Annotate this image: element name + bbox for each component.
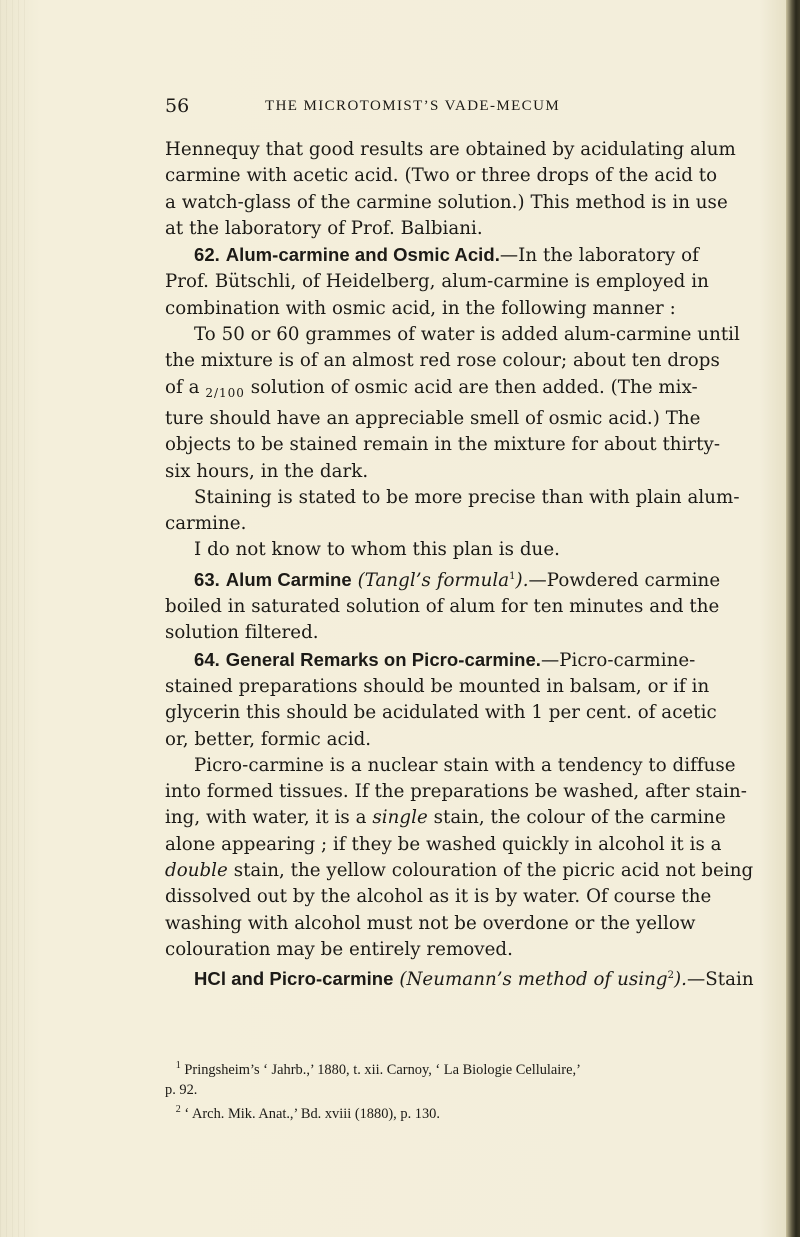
text-run: stain, the colour of the carmine: [433, 807, 726, 829]
text-line: washing with alcohol must not be overdone or the yellow: [165, 912, 696, 934]
text-line: ture should have an appreciable smell of osmic acid.) The: [165, 407, 701, 429]
paragraph-hennequy: [165, 137, 795, 242]
text-line: six hours, in the dark.: [165, 460, 369, 482]
section-number: 64.: [194, 648, 220, 670]
text-line: [165, 375, 795, 406]
section-heading: HCl and Picro-carmine: [194, 968, 394, 990]
running-title: THE MICROTOMIST’S VADE-MECUM: [265, 98, 561, 114]
text-line: carmine.: [165, 513, 247, 535]
text-line: dissolved out by the alcohol as it is by water. Of course the: [165, 886, 712, 908]
text-line: To 50 or 60 grammes of water is added alum-carmine until: [194, 324, 740, 346]
footnote-marker: 1: [509, 570, 516, 582]
text-line: a watch-glass of the carmine solution.) This method is in use: [165, 191, 728, 213]
text-line: Staining is stated to be more precise than with plain alum-: [194, 486, 740, 508]
text-line: [165, 242, 795, 269]
footnotes: [165, 1056, 795, 1124]
section-heading: Alum Carmine: [225, 568, 352, 590]
section-heading-italic: (Tangl’s formula: [357, 569, 510, 591]
text-run: —Powdered carmine: [528, 569, 721, 591]
section-63: [165, 564, 795, 647]
section-heading-italic: (Neumann’s method of using: [399, 969, 668, 991]
text-run: —Stain: [687, 969, 754, 991]
body-text: [165, 137, 795, 994]
text-run: solution of osmic acid are then added. (The mix-: [250, 376, 698, 398]
running-head: [165, 95, 795, 117]
fraction: 2/100: [205, 385, 245, 400]
footnote-number: 1: [175, 1060, 181, 1071]
text-line: glycerin this should be acidulated with 1 per cent. of acetic: [165, 702, 717, 724]
binding-shadow: [0, 0, 30, 1237]
text-line: objects to be stained remain in the mixture for about thirty-: [165, 434, 721, 456]
text-line: alone appearing ; if they be washed quickly in alcohol it is a: [165, 833, 722, 855]
text-line: the mixture is of an almost red rose colour; about ten drops: [165, 350, 720, 372]
page-number: 56: [165, 95, 190, 117]
text-line: into formed tissues. If the preparations be washed, after stain-: [165, 781, 747, 803]
text-line: colouration may be entirely removed.: [165, 938, 513, 960]
text-run: ing, with water, it is a: [165, 807, 367, 829]
footnote-text: Pringsheim’s ‘ Jahrb.,’ 1880, t. xii. Carnoy, ‘ La Biologie Cellulaire,’: [184, 1061, 581, 1078]
text-line: Picro-carmine is a nuclear stain with a tendency to diffuse: [194, 754, 736, 776]
footnote-1-continued: p. 92.: [165, 1081, 198, 1098]
text-run: —Picro-carmine-: [540, 649, 696, 671]
section-62: [165, 242, 795, 564]
footnote-text: ‘ Arch. Mik. Anat.,’ Bd. xviii (1880), p. 130.: [184, 1105, 440, 1122]
text-line: stained preparations should be mounted in balsam, or if in: [165, 676, 710, 697]
text-run: of a: [165, 376, 200, 398]
section-hcl: [165, 963, 795, 993]
italic-word: double: [165, 860, 228, 882]
footnote-marker: 2: [667, 970, 675, 982]
text-line: at the laboratory of Prof. Balbiani.: [165, 217, 483, 239]
text-line: combination with osmic acid, in the following manner :: [165, 297, 676, 319]
text-line: [165, 564, 795, 594]
text-line: [165, 647, 795, 674]
text-line: Prof. Bütschli, of Heidelberg, alum-carmine is employed in: [165, 271, 709, 293]
section-number: 63.: [194, 568, 220, 590]
text-line: Hennequy that good results are obtained by acidulating alum: [165, 139, 736, 160]
text-run: —In the laboratory of: [499, 245, 699, 267]
text-line: [165, 805, 795, 831]
footnote-1: [165, 1056, 795, 1080]
text-line: or, better, formic acid.: [165, 728, 372, 750]
text-line: I do not know to whom this plan is due.: [194, 539, 560, 561]
footnote-2: [165, 1100, 795, 1124]
italic-word: single: [372, 807, 428, 829]
section-64: [165, 647, 795, 964]
text-run: ).: [515, 569, 529, 591]
section-heading: General Remarks on Picro-carmine.: [225, 648, 541, 670]
text-line: carmine with acetic acid. (Two or three drops of the acid to: [165, 165, 718, 187]
text-run: ).: [674, 969, 688, 991]
text-line: [165, 963, 795, 993]
footnote-number: 2: [175, 1103, 181, 1115]
section-number: 62.: [194, 244, 220, 266]
text-line: solution filtered.: [165, 622, 319, 644]
section-heading: Alum-carmine and Osmic Acid.: [225, 244, 500, 266]
text-line: boiled in saturated solution of alum for ten minutes and the: [165, 596, 720, 618]
text-run: stain, the yellow colouration of the picric acid not being: [233, 860, 754, 882]
text-line: [165, 858, 795, 884]
